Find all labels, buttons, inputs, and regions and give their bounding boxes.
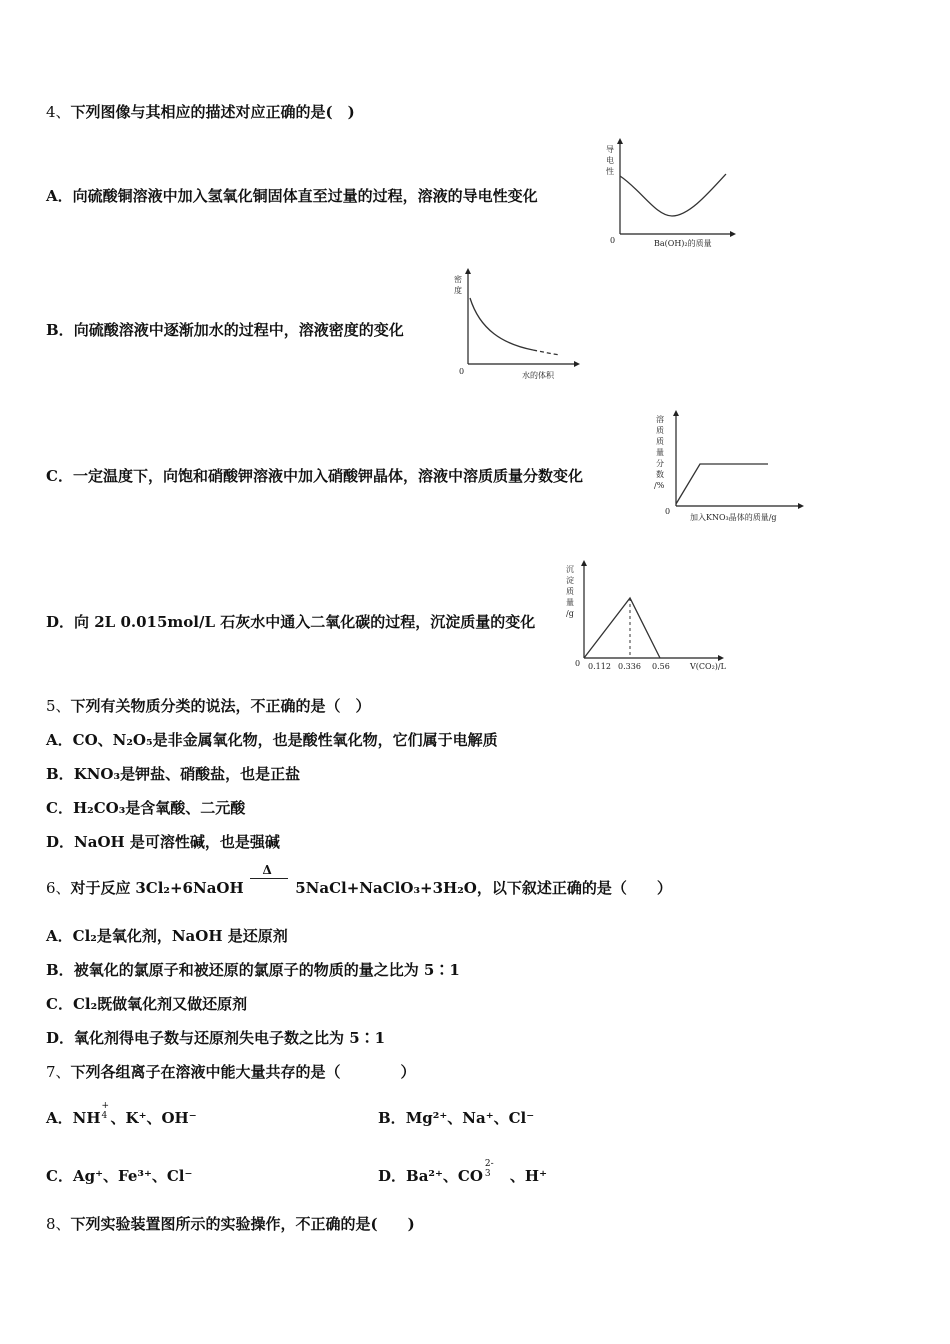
svg-text:溶: 溶 bbox=[656, 415, 664, 424]
q7-stem-text: 下列各组离子在溶液中能大量共存的是（ ） bbox=[70, 1063, 416, 1081]
graph-c-line bbox=[676, 464, 768, 504]
svg-text:淀: 淀 bbox=[566, 576, 574, 585]
q4-option-a bbox=[46, 186, 538, 206]
graph-b-xlabel: 水的体积 bbox=[522, 371, 554, 380]
q4-number: 4、 bbox=[46, 103, 71, 121]
q6-option-c: C．Cl₂既做氧化剂又做还原剂 bbox=[46, 995, 248, 1013]
graph-b-ylabel bbox=[454, 274, 462, 295]
products: 5NaCl+NaClO₃+3H₂O bbox=[295, 879, 477, 897]
q4-option-d: D．向 2L 0.015mol/L 石灰水中通入二氧化碳的过程，沉淀质量的变化 bbox=[46, 613, 536, 631]
tick-label: 0.112 bbox=[588, 662, 611, 671]
q4-option-b bbox=[46, 320, 404, 340]
q5-number: 5、 bbox=[46, 697, 71, 715]
graph-d-precipitate bbox=[560, 560, 735, 678]
svg-text:量: 量 bbox=[566, 598, 574, 607]
q8-stem bbox=[46, 1214, 415, 1234]
q5-stem-text: 下列有关物质分类的说法，不正确的是（ ） bbox=[70, 697, 371, 715]
svg-text:性: 性 bbox=[606, 167, 614, 176]
option-label: A． bbox=[46, 187, 73, 205]
q5-stem bbox=[46, 696, 371, 716]
q4-option-c bbox=[46, 466, 583, 486]
svg-text:分: 分 bbox=[656, 459, 664, 468]
ammonium-charge: + 4 bbox=[101, 1101, 110, 1121]
heat-condition: Δ bbox=[262, 863, 272, 877]
graph-a-curve bbox=[620, 174, 726, 216]
reactants: 3Cl₂+6NaOH bbox=[135, 879, 244, 897]
svg-text:沉: 沉 bbox=[566, 565, 574, 574]
concentration: 2L 0.015mol/L bbox=[94, 613, 216, 631]
option-text: 一定温度下，向饱和硝酸钾溶液中加入硝酸钾晶体，溶液中溶质质量分数变化 bbox=[72, 467, 583, 485]
svg-text:量: 量 bbox=[656, 448, 664, 457]
svg-text:质: 质 bbox=[656, 426, 664, 435]
q5-option-d: D．NaOH 是可溶性碱，也是强碱 bbox=[46, 833, 280, 851]
q8-stem-text: 下列实验装置图所示的实验操作，不正确的是( ) bbox=[70, 1215, 415, 1233]
q6-stem: 6、对于反应 3Cl₂+6NaOH Δ 5NaCl+NaClO₃+3H₂O，以下叙述正确的是（ ） bbox=[46, 878, 672, 898]
q6-option-d: D．氧化剂得电子数与还原剂失电子数之比为 5∶1 bbox=[46, 1029, 386, 1047]
svg-text:/g: /g bbox=[566, 609, 574, 618]
q8-number: 8、 bbox=[46, 1215, 71, 1233]
svg-text:度: 度 bbox=[454, 286, 462, 295]
svg-text:/%: /% bbox=[654, 481, 665, 490]
q7-stem bbox=[46, 1062, 416, 1082]
graph-d-xlabel: V(CO₂)/L bbox=[690, 662, 726, 671]
q5-option-a: A．CO、N₂O₅是非金属氧化物，也是酸性氧化物，它们属于电解质 bbox=[46, 731, 498, 749]
reaction-arrow bbox=[250, 863, 288, 898]
graph-a-ylabel bbox=[606, 144, 614, 176]
carbonate-charge: 2- 3 bbox=[484, 1159, 494, 1179]
svg-text:质: 质 bbox=[656, 437, 664, 446]
q6-number: 6、 bbox=[46, 879, 71, 897]
svg-text:质: 质 bbox=[566, 587, 574, 596]
graph-b-curve bbox=[470, 298, 533, 350]
graph-a-conductivity bbox=[596, 138, 736, 253]
svg-text:电: 电 bbox=[606, 156, 614, 165]
q4-stem-text: 下列图像与其相应的描述对应正确的是( ) bbox=[70, 103, 355, 121]
graph-d-ylabel bbox=[566, 565, 574, 618]
option-label: B． bbox=[46, 321, 74, 339]
tick-label: 0.56 bbox=[652, 662, 670, 671]
option-text: 向硫酸铜溶液中加入氢氧化铜固体直至过量的过程，溶液的导电性变化 bbox=[72, 187, 538, 205]
q7-option-c: C．Ag⁺、Fe³⁺、Cl⁻ bbox=[46, 1167, 193, 1185]
graph-c-ylabel bbox=[654, 414, 665, 490]
q7-option-b: B．Mg²⁺、Na⁺、Cl⁻ bbox=[378, 1109, 535, 1127]
origin-label: 0 bbox=[665, 507, 671, 516]
graph-d-line bbox=[584, 598, 660, 658]
graph-b-density bbox=[448, 268, 583, 386]
svg-text:导: 导 bbox=[606, 145, 614, 154]
q7-number: 7、 bbox=[46, 1063, 71, 1081]
origin-label: 0 bbox=[610, 236, 616, 245]
option-label: C． bbox=[46, 467, 73, 485]
svg-text:密: 密 bbox=[454, 275, 462, 284]
option-text: 向硫酸溶液中逐渐加水的过程中，溶液密度的变化 bbox=[73, 321, 404, 339]
q6-option-a: A．Cl₂是氧化剂，NaOH 是还原剂 bbox=[46, 927, 288, 945]
option-label: D． bbox=[46, 613, 75, 631]
origin-label: 0 bbox=[459, 367, 465, 376]
q7-option-a: A．NH + 4 、K⁺、OH⁻ bbox=[46, 1101, 197, 1127]
q4-stem bbox=[46, 102, 355, 122]
q6-option-b: B．被氧化的氯原子和被还原的氯原子的物质的量之比为 5∶1 bbox=[46, 961, 460, 979]
graph-c-xlabel: 加入KNO₃晶体的质量/g bbox=[690, 513, 777, 522]
graph-a-xlabel: Ba(OH)₂的质量 bbox=[654, 239, 712, 248]
q5-option-b: B．KNO₃是钾盐、硝酸盐，也是正盐 bbox=[46, 765, 301, 783]
q7-option-d: D．Ba²⁺、CO 2- 3 、H⁺ bbox=[378, 1159, 547, 1185]
graph-c-mass-fraction bbox=[650, 410, 810, 528]
tick-label: 0.336 bbox=[618, 662, 641, 671]
origin-label: 0 bbox=[575, 659, 581, 668]
q5-option-c: C．H₂CO₃是含氧酸、二元酸 bbox=[46, 799, 246, 817]
svg-text:数: 数 bbox=[656, 470, 664, 479]
